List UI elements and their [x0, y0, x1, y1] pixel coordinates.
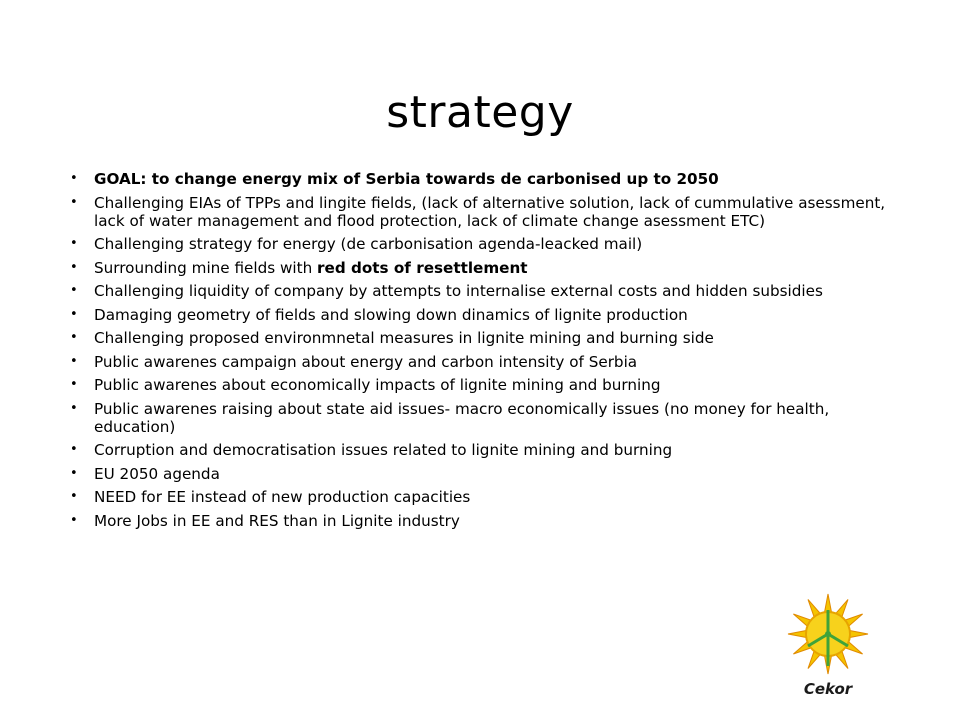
bullet-text: More Jobs in EE and RES than in Lignite industry — [94, 511, 460, 530]
bullet-dot-icon: • — [70, 330, 78, 345]
bullet-text: Challenging strategy for energy (de carbonisation agenda-leacked mail) — [94, 235, 643, 253]
bullet-dot-icon: • — [70, 353, 78, 369]
bullet-item — [66, 512, 912, 530]
bullet-item — [66, 329, 912, 347]
bullet-dot-icon: • — [70, 283, 78, 298]
bullet-item — [66, 194, 912, 230]
bullet-dot-icon: • — [70, 400, 78, 416]
bullet-text: NEED for EE instead of new production capacities — [94, 488, 471, 506]
bullet-text: EU 2050 agenda — [94, 464, 220, 483]
bullet-text: Public awarenes about economically impacts of lignite mining and burning — [94, 376, 661, 394]
bullet-dot-icon: • — [70, 377, 78, 392]
bullet-dot-icon: • — [70, 306, 78, 322]
bullet-text: Challenging liquidity of company by attempts to internalise external costs and hidden subsidies — [94, 282, 823, 300]
bullet-item — [66, 170, 912, 188]
bullet-item — [66, 376, 912, 394]
sun-wind-turbine-logo-icon — [782, 586, 874, 686]
bullet-text: Damaging geometry of fields and slowing down dinamics of lignite production — [94, 305, 688, 324]
bullet-item — [66, 282, 912, 300]
bullet-text: Corruption and democratisation issues related to lignite mining and burning — [94, 441, 673, 459]
bullet-text: Surrounding mine fields with — [94, 258, 318, 277]
bullet-text: Challenging proposed environmnetal measures in lignite mining and burning side — [94, 329, 714, 347]
bullet-dot-icon: • — [70, 442, 78, 457]
bullet-dot-icon: • — [70, 512, 78, 528]
bullet-dot-icon: • — [70, 259, 78, 275]
bullet-item — [66, 441, 912, 459]
bullet-item — [66, 306, 912, 324]
bullet-item — [66, 400, 912, 436]
bullet-item — [66, 353, 912, 371]
bullet-text: Challenging EIAs of TPPs and lingite fields, (lack of alternative solution, lack of cummulative asessment, lack of water management and flood protection, lack of climate change asessment ETC) — [94, 193, 886, 230]
sun-ray — [850, 631, 868, 638]
bullet-dot-icon: • — [70, 465, 78, 481]
bullet-bold-text: GOAL: to change energy mix of Serbia towards de carbonised up to 2050 — [94, 170, 719, 188]
bullet-text: Public awarenes campaign about energy and carbon intensity of Serbia — [94, 352, 638, 371]
bullet-list — [66, 170, 912, 535]
sun-ray — [825, 594, 832, 612]
bullet-dot-icon: • — [70, 171, 78, 186]
slide-title: strategy — [386, 87, 574, 139]
bullet-dot-icon: • — [70, 489, 78, 504]
bullet-item — [66, 235, 912, 253]
bullet-dot-icon: • — [70, 194, 78, 210]
bullet-text: Public awarenes raising about state aid issues- macro economically issues (no money for health, education) — [94, 399, 830, 436]
bullet-item — [66, 259, 912, 277]
logo-label: Cekor — [803, 680, 853, 698]
bullet-item — [66, 465, 912, 483]
sun-ray — [788, 631, 806, 638]
bullet-dot-icon: • — [70, 236, 78, 251]
cekor-logo — [782, 586, 874, 704]
bullet-bold-text: red dots of resettlement — [317, 258, 528, 277]
bullet-item — [66, 488, 912, 506]
